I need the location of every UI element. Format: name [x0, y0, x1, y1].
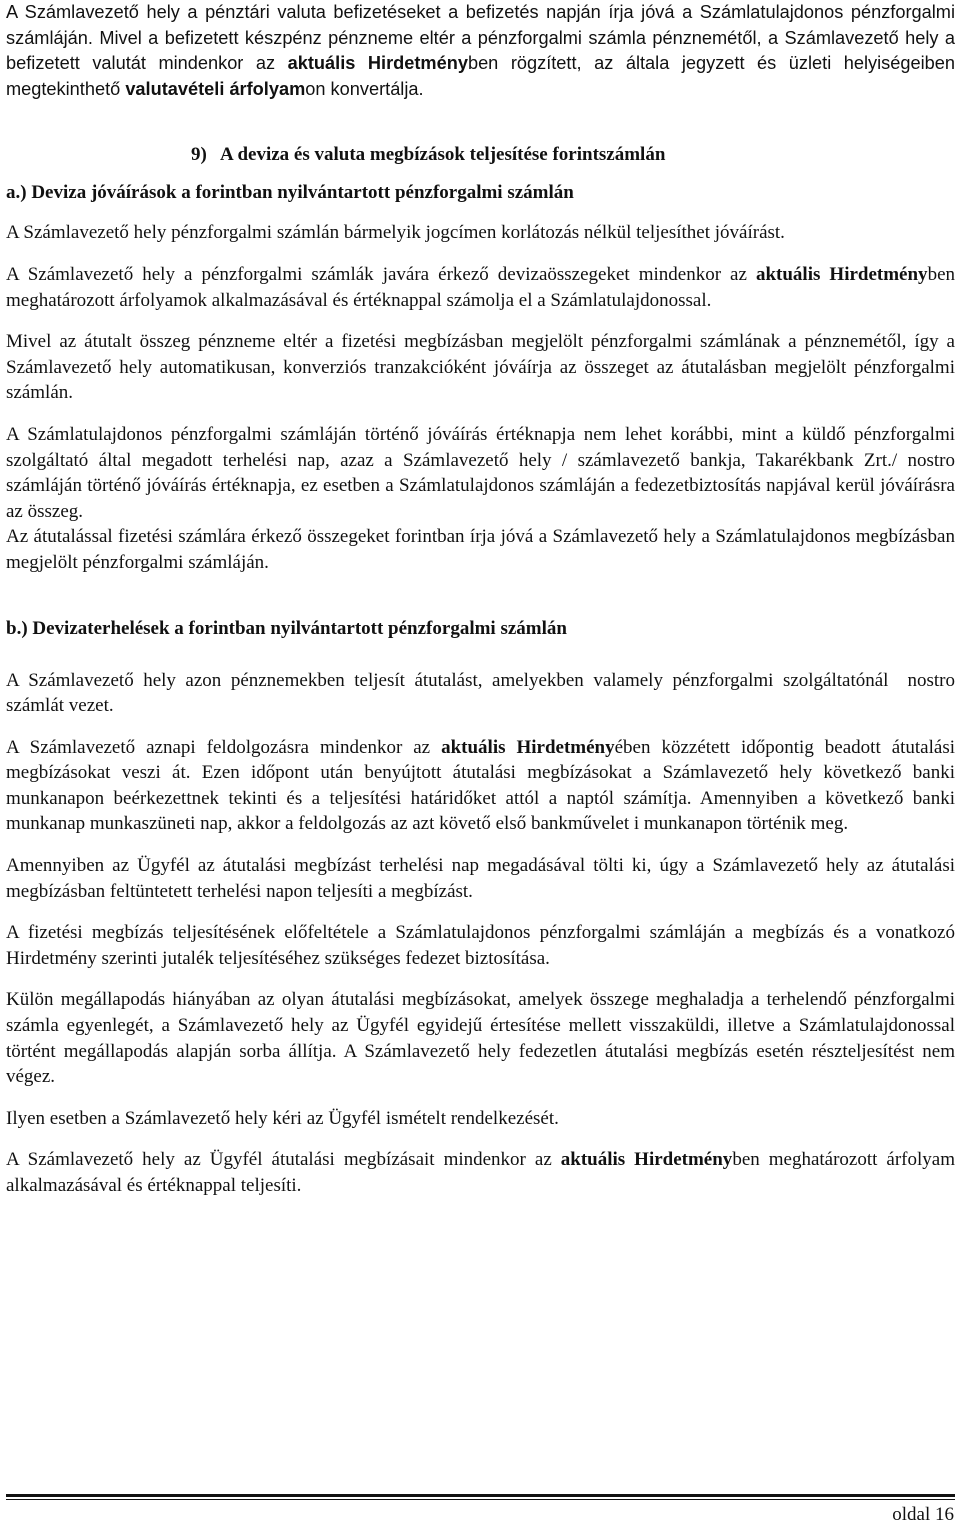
- b-paragraph-1: A Számlavezető hely azon pénznemekben teljesít átutalást, amelyekben valamely pénzforgalmi szolgáltatónál nostro számlát vezet.: [6, 669, 955, 717]
- b-paragraph-2: [6, 735, 955, 837]
- b-paragraph-7: [6, 1147, 955, 1198]
- intro-text-3: on konvertálja.: [305, 78, 424, 99]
- footer-rule-thin: [6, 1499, 955, 1500]
- intro-bold-hirdetmeny: aktuális Hirdetmény: [287, 53, 468, 74]
- b-p7-text-1: A Számlavezető hely az Ügyfél átutalási megbízásait mindenkor az: [6, 1149, 561, 1171]
- b-paragraph-6: Ilyen esetben a Számlavezető hely kéri az Ügyfél ismételt rendelkezését.: [6, 1107, 559, 1129]
- subsection-a-heading: a.) Deviza jóváírások a forintban nyilvántartott pénzforgalmi számlán: [6, 182, 574, 204]
- a-paragraph-5: Az átutalással fizetési számlára érkező összegeket forintban írja jóvá a Számlavezető hely a Számlatulajdonos megbízásban megjelölt pénzforgalmi számláján.: [6, 526, 955, 573]
- a-p2-text-2: ben meghatározott árfolyamok alkalmazásával és értéknappal számolja el a Számlatulajdonossal.: [6, 263, 955, 311]
- a-paragraph-2: [6, 262, 955, 313]
- a-paragraph-3: Mivel az átutalt összeg pénzneme eltér a fizetési megbízásban megjelölt pénzforgalmi számlának a pénznemétől, így a Számlavezető hely automatikusan, konverziós tranzakcióként jóváírja az összeget az átutalásban megjelölt pénzforgalmi számlán.: [6, 331, 955, 404]
- subsection-b-heading: b.) Devizaterhelések a forintban nyilvántartott pénzforgalmi számlán: [6, 617, 567, 639]
- b-paragraph-4: A fizetési megbízás teljesítésének előfeltétele a Számlatulajdonos pénzforgalmi számláján a megbízás és a vonatkozó Hirdetmény szerinti jutalék teljesítéséhez szükséges fedezet biztosítása.: [6, 922, 955, 969]
- document-page: [6, 0, 955, 1199]
- a-paragraph-4: A Számlatulajdonos pénzforgalmi számláján történő jóváírás értéknapja nem lehet korábbi, mint a küldő pénzforgalmi szolgáltató által megadott terhelési nap, azaz a Számlavezető hely / számlavezető bankja, Takarékbank Zrt./ nostro számláján történő jóváírás értéknapja, ez esetben a Számlatulajdonos számláján a fedezetbiztosítás napjával kerül jóváírásra az összeg.: [6, 423, 955, 522]
- a-p2-bold: aktuális Hirdetmény: [755, 263, 928, 285]
- b-p7-bold: aktuális Hirdetmény: [560, 1149, 733, 1171]
- b-p2-text-1: A Számlavezető aznapi feldolgozásra mindenkor az: [6, 736, 442, 758]
- intro-paragraph: [6, 0, 955, 102]
- b-paragraph-5: Külön megállapodás hiányában az olyan átutalási megbízásokat, amelyek összege meghaladja a terhelendő pénzforgalmi számla egyenlegét, a Számlavezető hely az Ügyfél egyidejű értesítése mellett visszaküldi, illetve a Számlatulajdonossal történt megállapodás alapján sorba állítja. A Számlavezető hely fedezetlen átutalási megbízás esetén részteljesítést nem végez.: [6, 989, 955, 1088]
- intro-bold-arfolyam: valutavételi árfolyam: [125, 78, 306, 99]
- a-p2-text-1: A Számlavezető hely a pénzforgalmi számlák javára érkező devizaösszegeket mindenkor az: [6, 263, 756, 285]
- b-p2-bold: aktuális Hirdetmény: [441, 736, 615, 758]
- intro-text-1: A Számlavezető hely a pénztári valuta befizetéseket a befizetés napján írja jóvá a Számlatulajdonos pénzforgalmi számláján. Mivel a befizetett készpénz pénzneme eltér a pénzforgalmi számla pénznemétől, a Számlavezető hely a befizetett valutát mindenkor az: [6, 2, 955, 74]
- a-paragraph-1: A Számlavezető hely pénzforgalmi számlán bármelyik jogcímen korlátozás nélkül teljesíthet jóváírást.: [6, 222, 785, 244]
- b-p7-text-2: ben meghatározott árfolyam alkalmazásával és értéknappal teljesíti.: [6, 1149, 955, 1196]
- intro-text-2: ben rögzített, az általa jegyzett és üzleti helyiségeiben megtekinthető: [6, 53, 956, 99]
- footer-rule-thick: [6, 1494, 955, 1497]
- section-9-heading: 9) A deviza és valuta megbízások teljesítése forintszámlán: [191, 144, 666, 166]
- page-number: oldal 16: [892, 1504, 954, 1525]
- b-paragraph-3: Amennyiben az Ügyfél az átutalási megbízást terhelési nap megadásával tölti ki, úgy a Számlavezető hely az átutalási megbízásban feltüntetett terhelési napon teljesíti a megbízást.: [6, 855, 955, 902]
- b-p2-text-2: ében közzétett időpontig beadott átutalási megbízásokat veszi át. Ezen időpont után benyújtott átutalási megbízásokat a Számlavezető hely következő banki munkanapon beérkezettnek tekinti és a teljesítési határidőket attól a naptól számítja. Amennyiben a következő banki munkanap munkaszüneti nap, akkor a feldolgozás az azt követő első bankművelet i munkanapon történik meg.: [6, 736, 955, 835]
